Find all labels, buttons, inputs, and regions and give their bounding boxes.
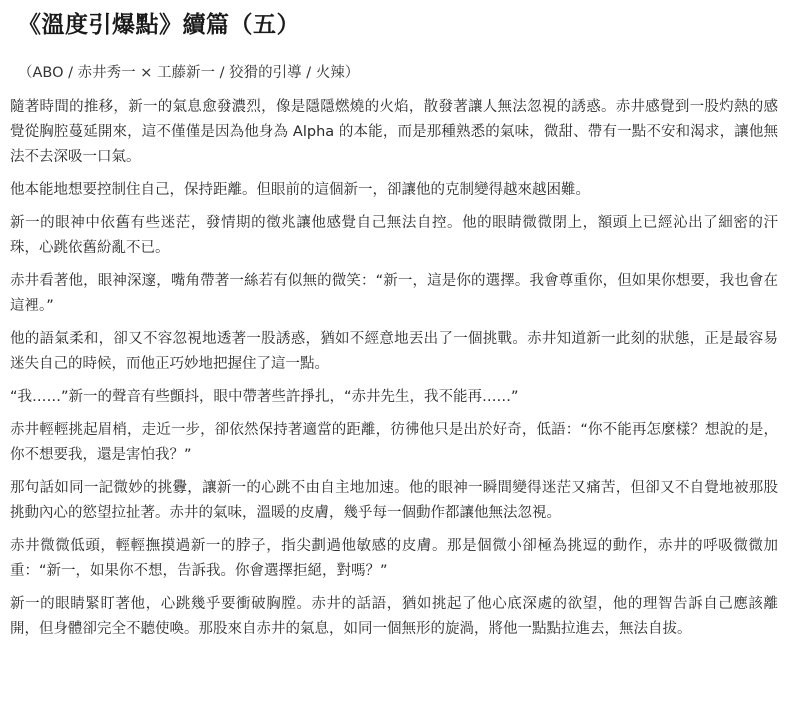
story-tags: （ABO / 赤井秀一 × 工藤新一 / 狡猾的引導 / 火辣） <box>18 65 360 81</box>
paragraph: 隨著時間的推移，新一的氣息愈發濃烈，像是隱隱燃燒的火焰，散發著讓人無法忽視的誘惑。赤井感覺到一股灼熱的感覺從胸腔蔓延開來，這不僅僅是因為他身為 Alpha 的本能，而是那種熟悉的氣味，微甜、帶有一點不安和渴求，讓他無法不去深吸一口氣。 <box>10 99 778 165</box>
paragraph: 他本能地想要控制住自己，保持距離。但眼前的這個新一，卻讓他的克制變得越來越困難。 <box>10 182 590 198</box>
paragraph: 新一的眼睛緊盯著他，心跳幾乎要衝破胸膛。赤井的話語，猶如挑起了他心底深處的欲望，他的理智告訴自己應該離開，但身體卻完全不聽使喚。那股來自赤井的氣息，如同一個無形的旋渦，將他一點點拉進去，無法自拔。 <box>10 596 778 637</box>
paragraph: 他的語氣柔和，卻又不容忽視地透著一股誘惑，猶如不經意地丟出了一個挑戰。赤井知道新一此刻的狀態，正是最容易迷失自己的時候，而他正巧妙地把握住了這一點。 <box>10 331 778 372</box>
paragraph: 赤井輕輕挑起眉梢，走近一步，卻依然保持著適當的距離，彷彿他只是出於好奇，低語：“你不能再怎麼樣？想說的是，你不想要我，還是害怕我？” <box>10 422 778 463</box>
paragraph: 赤井看著他，眼神深邃，嘴角帶著一絲若有似無的微笑：“新一，這是你的選擇。我會尊重你，但如果你想要，我也會在這裡。” <box>10 273 778 314</box>
paragraph: 那句話如同一記微妙的挑釁，讓新一的心跳不由自主地加速。他的眼神一瞬間變得迷茫又痛苦，但卻又不自覺地被那股挑動內心的慾望拉扯著。赤井的氣味，溫暖的皮膚，幾乎每一個動作都讓他無法忽視。 <box>10 480 778 521</box>
page-title: 《溫度引爆點》續篇（五） <box>18 12 300 38</box>
paragraph: “我……”新一的聲音有些顫抖，眼中帶著些許掙扎，“赤井先生，我不能再……” <box>10 389 519 405</box>
paragraph: 赤井微微低頭，輕輕撫摸過新一的脖子，指尖劃過他敏感的皮膚。那是個微小卻極為挑逗的動作，赤井的呼吸微微加重：“新一，如果你不想，告訴我。你會選擇拒絕，對嗎？” <box>10 538 778 579</box>
paragraph: 新一的眼神中依舊有些迷茫，發情期的徵兆讓他感覺自己無法自控。他的眼睛微微閉上，額頭上已經沁出了細密的汗珠，心跳依舊紛亂不已。 <box>10 215 778 256</box>
